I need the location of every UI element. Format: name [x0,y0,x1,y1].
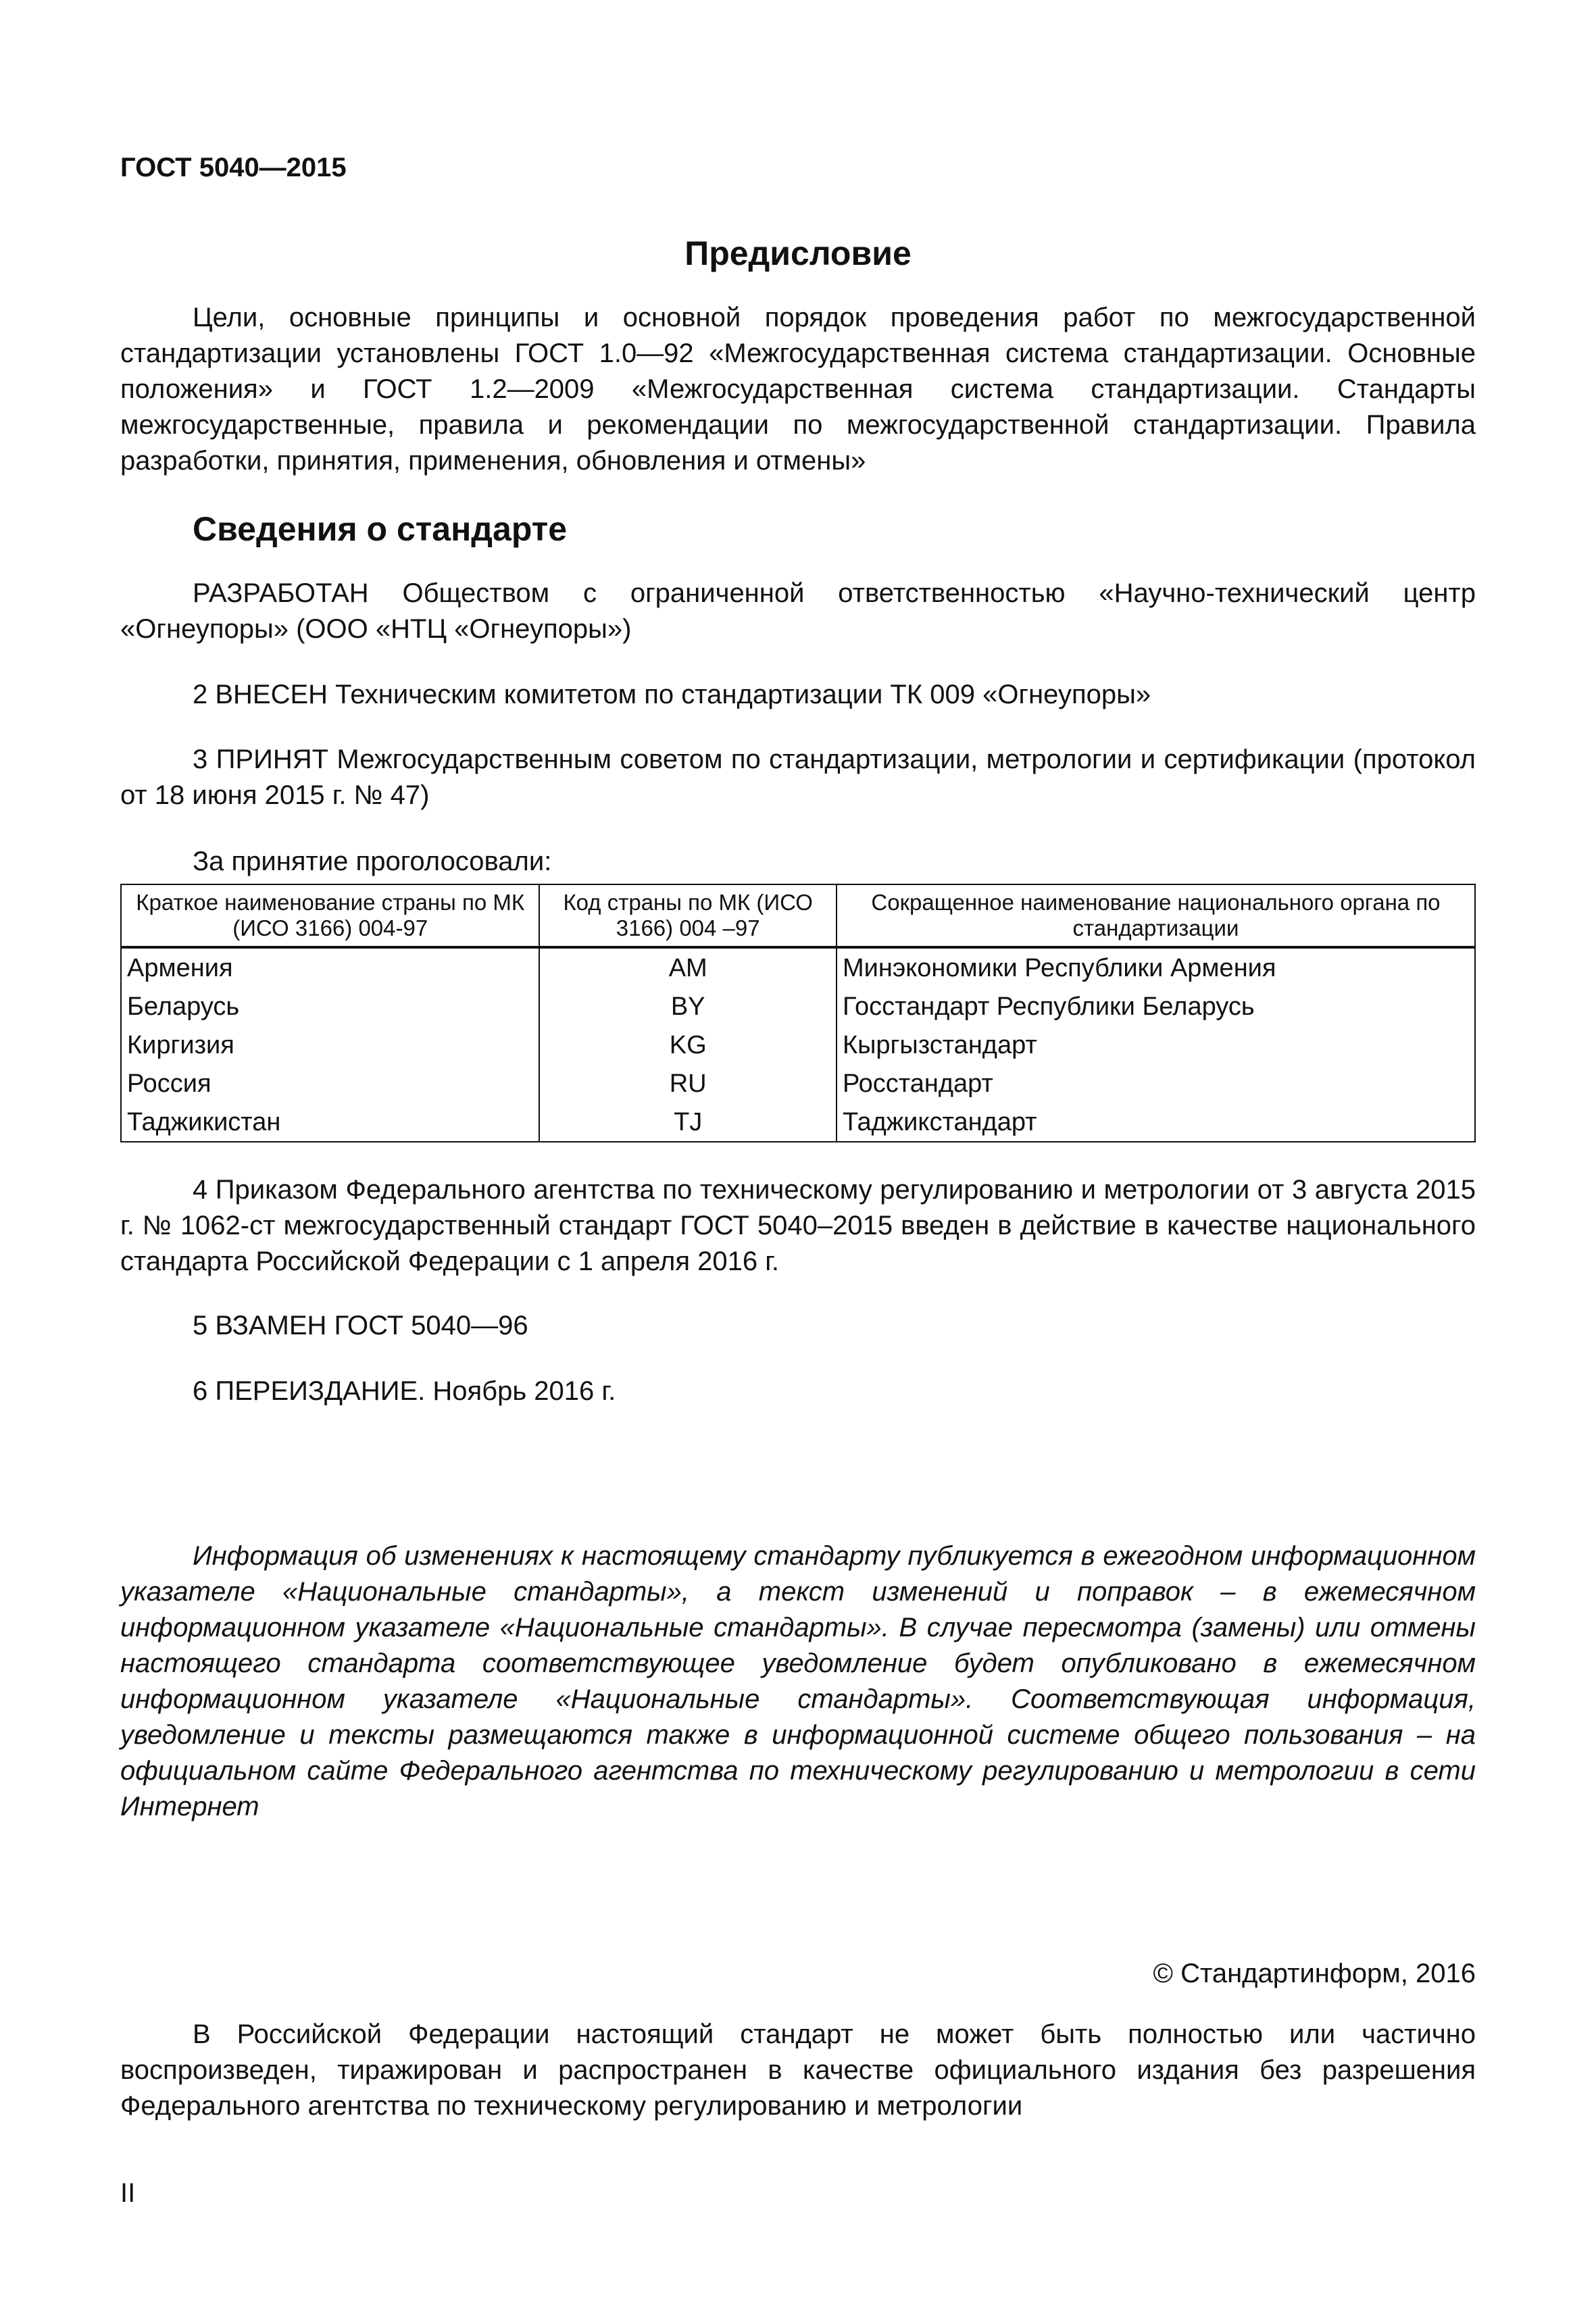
code-cell: TJ [539,1103,837,1142]
table-row [121,1064,1475,1103]
body-cell: Кыргызстандарт [837,1026,1475,1064]
voted-label: За принятие проголосовали: [193,847,552,876]
body-cell: Росстандарт [837,1064,1475,1103]
country-cell: Киргизия [121,1026,539,1064]
body-cell: Госстандарт Республики Беларусь [837,987,1475,1026]
foreword-title: Предисловие [684,234,912,272]
country-cell: Армения [121,947,539,987]
code-cell: BY [539,987,837,1026]
code-cell: RU [539,1064,837,1103]
table-header-row [121,884,1475,947]
table-row [121,987,1475,1026]
document-code-header: ГОСТ 5040—2015 [120,153,347,182]
table-row [121,1026,1475,1064]
submitted-paragraph: 2 ВНЕСЕН Техническим комитетом по стандартизации ТК 009 «Огнеупоры» [193,680,1151,709]
body-cell: Таджикстандарт [837,1103,1475,1142]
page-number: II [120,2178,136,2208]
code-cell: AM [539,947,837,987]
body-cell: Минэкономики Республики Армения [837,947,1475,987]
foreword-paragraph: Цели, основные принципы и основной порядок проведения работ по межгосударственной стандартизации установлены ГОСТ 1.0—92 «Межгосударственная система стандартизации. Основные положения» и ГОСТ 1.2—2009 «Межгосударственная система стандартизации. Стандарты межгосударственные, правила и рекомендации по межгосударственной стандартизации. Правила разработки, принятия, применения, обновления и отмены» [120,303,1476,476]
country-cell: Россия [121,1064,539,1103]
rights-paragraph: В Российской Федерации настоящий стандарт не может быть полностью или частично воспроизведен, тиражирован и распространен в качестве официального издания без разрешения Федерального агентства по техническому регулированию и метрологии [120,2019,1476,2121]
column-header-country: Краткое наименование страны по МК (ИСО 3166) 004-97 [121,884,539,947]
copyright-line: © Стандартинформ, 2016 [1153,1959,1476,1988]
table-row [121,1103,1475,1142]
replaces-paragraph: 5 ВЗАМЕН ГОСТ 5040—96 [193,1311,528,1340]
code-cell: KG [539,1026,837,1064]
voting-table [120,884,1476,1142]
info-title: Сведения о стандарте [193,510,568,548]
adopted-paragraph: 3 ПРИНЯТ Межгосударственным советом по стандартизации, метрологии и сертификации (протокол от 18 июня 2015 г. № 47) [120,745,1476,810]
column-header-body: Сокращенное наименование национального органа по стандартизации [837,884,1475,947]
developer-paragraph: РАЗРАБОТАН Обществом с ограниченной ответственностью «Научно-технический центр «Огнеупоры» (ООО «НТЦ «Огнеупоры») [120,578,1476,644]
country-cell: Беларусь [121,987,539,1026]
table-row [121,947,1475,987]
order-paragraph: 4 Приказом Федерального агентства по техническому регулированию и метрологии от 3 августа 2015 г. № 1062-ст межгосударственный стандарт ГОСТ 5040–2015 введен в действие в качестве национального стандарта Российской Федерации с 1 апреля 2016 г. [120,1175,1476,1276]
changes-notice-paragraph: Информация об изменениях к настоящему стандарту публикуется в ежегодном информационном указателе «Национальные стандарты», а текст изменений и поправок – в ежемесячном информационном указателе «Национальные стандарты». В случае пересмотра (замены) или отмены настоящего стандарта соответствующее уведомление будет опубликовано в ежемесячном информационном указателе «Национальные стандарты». Соответствующая информация, уведомление и тексты размещаются также в информационной системе общего пользования – на официальном сайте Федерального агентства по техническому регулированию и метрологии в сети Интернет [120,1541,1476,1821]
reissue-paragraph: 6 ПЕРЕИЗДАНИЕ. Ноябрь 2016 г. [193,1376,616,1406]
country-cell: Таджикистан [121,1103,539,1142]
column-header-code: Код страны по МК (ИСО 3166) 004 –97 [539,884,837,947]
